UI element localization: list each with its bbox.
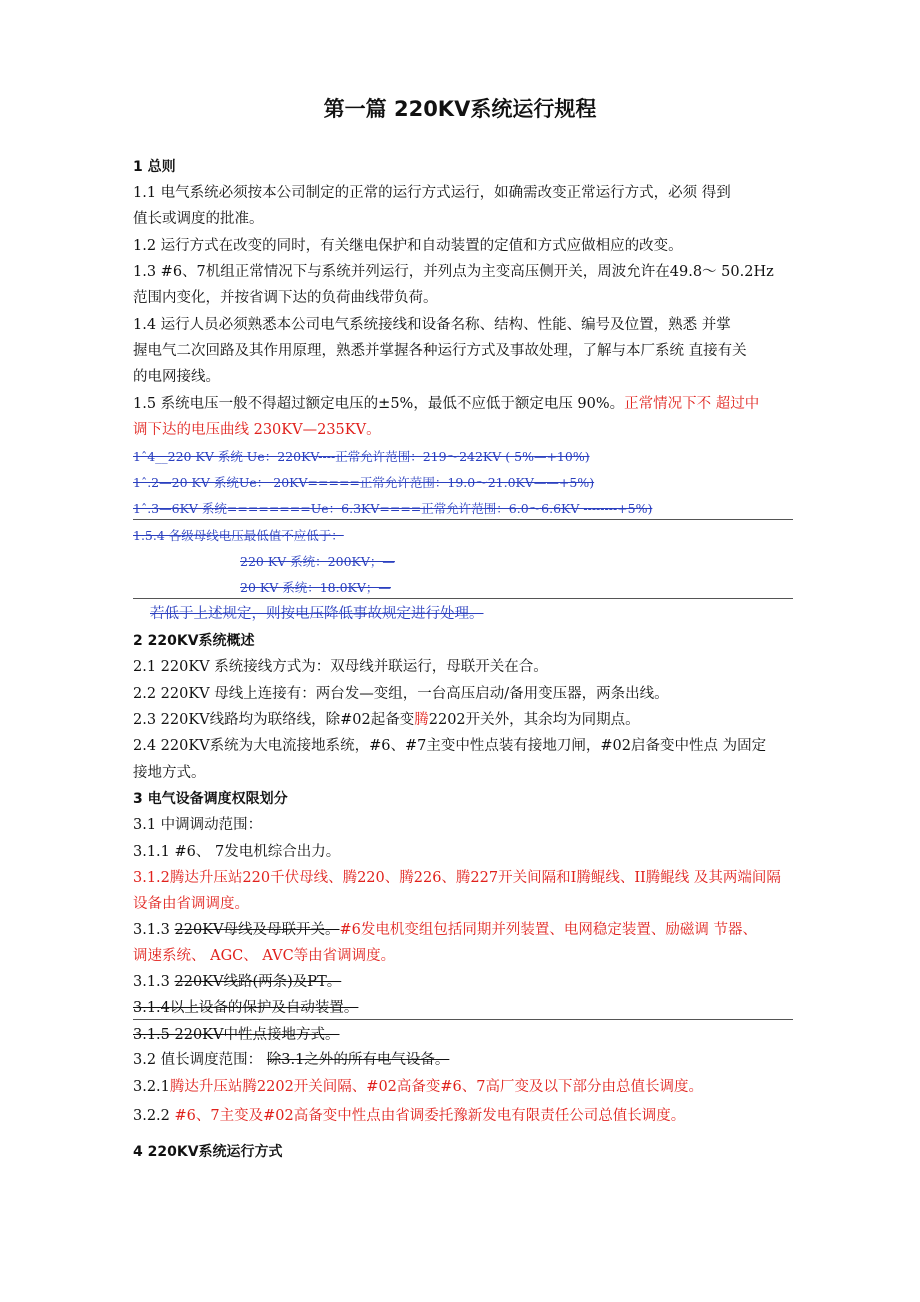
paragraph-3-2-deleted: 除3.1之外的所有电气设备。 [266,1052,450,1068]
paragraph-3-1-3-second [133,972,341,992]
paragraph-3-1-3-deleted: 220KV母线及母联开关。 [174,922,340,938]
paragraph-1-3-line-1: 1.3 #6、7机组正常情况下与系统并列运行，并列点为主变高压侧开关，周波允许在49.8～ 50.2Hz [133,264,774,280]
paragraph-3-1: 3.1 中调调动范围： [133,817,263,833]
paragraph-2-3-part-2: 2202开关外，其余均为同期点。 [428,712,640,728]
paragraph-3-2-1 [133,1077,703,1097]
paragraph-1-1-line-2: 值长或调度的批准。 [133,211,264,227]
revision-rule [133,519,793,520]
paragraph-3-2-2-red: #6、7主变及#02高备变中性点由省调委托豫新发电有限责任公司总值长调度。 [174,1108,686,1124]
revision-rule [133,1019,793,1020]
paragraph-3-1-3b-deleted: 220KV线路(两条)及PT。 [174,974,342,990]
paragraph-3-1-3b-number: 3.1.3 [133,974,175,990]
paragraph-1-5-line-2: 调下达的电压曲线 230KV—235KV。 [133,422,381,438]
deleted-item-1-5-4: 1.5.4 各级母线电压最低值不应低于： [133,528,344,543]
paragraph-3-2-1-number: 3.2.1 [133,1079,170,1095]
paragraph-3-1-3-line-2: 调速系统、 AGC、 AVC等由省调调度。 [133,948,396,964]
paragraph-3-1-3-red: #6发电机变组包括同期并列装置、电网稳定装置、励磁调 节器、 [339,922,757,938]
paragraph-1-4-line-2: 握电气二次回路及其作用原理，熟悉并掌握各种运行方式及事故处理，了解与本厂系统 直接有关 [133,343,747,359]
paragraph-3-1-1: 3.1.1 #6、 7发电机综合出力。 [133,844,341,860]
paragraph-3-1-4-deleted: 3.1.4以上设备的保护及自动装置。 [133,1000,359,1016]
paragraph-2-3-part-1: 2.3 220KV线路均为联络线，除#02起备变 [133,712,415,728]
paragraph-2-4-line-1: 2.4 220KV系统为大电流接地系统，#6、#7主变中性点装有接地刀闸，#02启备变中性点 为固定 [133,738,767,754]
paragraph-2-3-red: 腾 [414,712,429,728]
paragraph-1-2: 1.2 运行方式在改变的同时，有关继电保护和自动装置的定值和方式应做相应的改变。 [133,238,683,254]
page-title: 第一篇 220KV系统运行规程 [323,97,597,121]
paragraph-3-2-2 [133,1106,685,1126]
paragraph-2-1: 2.1 220KV 系统接线方式为：双母线并联运行，母联开关在合。 [133,659,548,675]
deleted-item-20kv: 1ˆ.2—20 KV 系统Ue： 20KV=====正常允许范围：19.0～21.0KV——+5%) [133,475,595,490]
section-heading-3: 3 电气设备调度权限划分 [133,791,288,807]
section-heading-4: 4 220KV系统运行方式 [133,1144,283,1160]
revision-rule [133,598,793,599]
deleted-item-6kv: 1ˆ.3—6KV 系统========Ue：6.3KV====正常允许范围：6.0～6.6KV --------+5%) [133,501,653,516]
paragraph-3-2-1-red: 腾达升压站腾2202开关间隔、#02高备变#6、7高厂变及以下部分由总值长调度。 [169,1079,704,1095]
paragraph-1-4-line-3: 的电网接线。 [133,369,220,385]
paragraph-3-1-3-number: 3.1.3 [133,922,175,938]
paragraph-1-5-red-text: 正常情况下不 超过中 [624,396,760,412]
paragraph-3-2-text: 3.2 值长调度范围： [133,1052,267,1068]
paragraph-2-2: 2.2 220KV 母线上连接有：两台发—变组，一台高压启动/备用变压器，两条出线。 [133,686,669,702]
deleted-item-20kv-min: 20 KV 系统：18.0KV；— [240,580,391,595]
paragraph-3-2-2-number: 3.2.2 [133,1108,175,1124]
paragraph-2-3 [133,710,640,730]
paragraph-3-1-2-line-1: 3.1.2腾达升压站220千伏母线、腾220、腾226、腾227开关间隔和I腾鲲线、II腾鲲线 及其两端间隔 [133,870,781,886]
paragraph-3-1-2-line-2: 设备由省调调度。 [133,896,249,912]
deleted-note: 若低于上述规定，则按电压降低事故规定进行处理。 [150,606,484,622]
paragraph-1-5-black-text: 1.5 系统电压一般不得超过额定电压的±5%，最低不应低于额定电压 90%。 [133,396,625,412]
paragraph-1-4-line-1: 1.4 运行人员必须熟悉本公司电气系统接线和设备名称、结构、性能、编号及位置，熟悉 并掌 [133,317,731,333]
paragraph-1-5-line-1 [133,394,759,414]
section-heading-1: 1 总则 [133,159,176,175]
section-heading-2: 2 220KV系统概述 [133,633,255,649]
paragraph-3-2 [133,1050,449,1070]
paragraph-1-1-line-1: 1.1 电气系统必须按本公司制定的正常的运行方式运行，如确需改变正常运行方式，必须 得到 [133,185,731,201]
paragraph-3-1-3-line-1 [133,920,757,940]
deleted-item-220kv: 1ˆ4__220 KV 系统 Ue：220KV----正常允许范围：219～242KV ( 5%—+10%) [133,449,590,464]
deleted-item-220kv-min: 220 KV 系统：200KV；— [240,554,395,569]
paragraph-2-4-line-2: 接地方式。 [133,765,206,781]
paragraph-1-3-line-2: 范围内变化，并按省调下达的负荷曲线带负荷。 [133,290,438,306]
paragraph-3-1-5-deleted: 3.1.5 220KV中性点接地方式。 [133,1027,340,1043]
